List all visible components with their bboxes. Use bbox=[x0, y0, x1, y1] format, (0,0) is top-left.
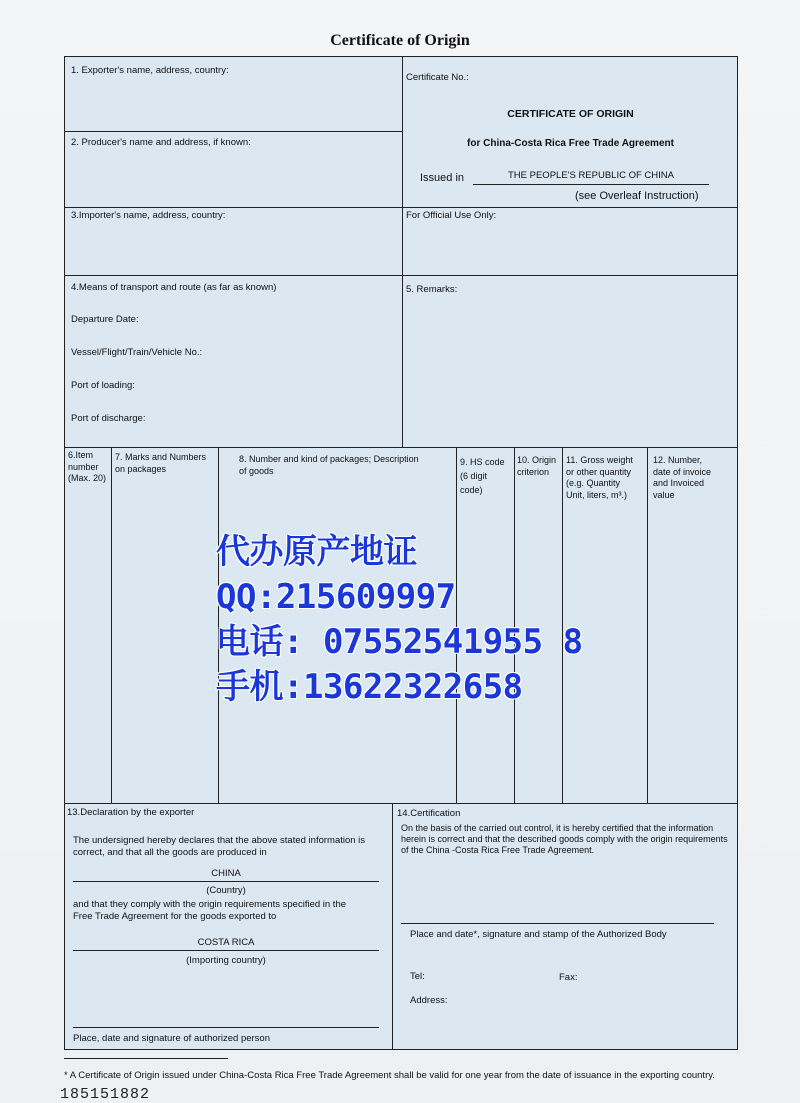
footnote: * A Certificate of Origin issued under China-Costa Rica Free Trade Agreement shall be valid for one year from the date of issuance in the exporting country. bbox=[64, 1070, 715, 1081]
divider-box1 bbox=[65, 131, 402, 132]
declaration-text-1: The undersigned hereby declares that the above stated information is bbox=[73, 835, 366, 846]
discharge-label: Port of discharge: bbox=[71, 413, 146, 424]
tel-label: Tel: bbox=[410, 971, 425, 982]
departure-label: Departure Date: bbox=[71, 314, 139, 325]
overlay-line-3: 电话: 07552541955 8 bbox=[216, 622, 583, 662]
official-use-label: For Official Use Only: bbox=[406, 210, 497, 221]
country-underline bbox=[73, 881, 379, 882]
importer-label: 3.Importer's name, address, country: bbox=[71, 210, 226, 221]
overlay-line-2: QQ:215609997 bbox=[216, 577, 456, 617]
declaration-text-3: and that they comply with the origin requirements specified in the bbox=[73, 899, 347, 910]
divider-box2 bbox=[65, 207, 738, 208]
overlay-line-4: 手机:13622322658 bbox=[216, 667, 523, 707]
divider-table bbox=[65, 803, 738, 804]
col12-header: 12. Number, date of invoice and Invoiced value bbox=[653, 455, 712, 500]
importing-country-label: (Importing country) bbox=[186, 955, 266, 966]
divider-box3 bbox=[65, 275, 738, 276]
overlay-line-1: 代办原产地证 bbox=[216, 532, 417, 572]
contact-overlay bbox=[216, 530, 583, 710]
importing-country-value: COSTA RICA bbox=[197, 937, 255, 948]
cert-no-label: Certificate No.: bbox=[406, 72, 469, 83]
producer-label: 2. Producer's name and address, if known: bbox=[71, 137, 251, 148]
fax-label: Fax: bbox=[559, 972, 578, 983]
issued-in-underline bbox=[473, 184, 709, 185]
remarks-label: 5. Remarks: bbox=[406, 284, 458, 295]
declaration-text-4: Free Trade Agreement for the goods exported to bbox=[73, 911, 277, 922]
importing-underline bbox=[73, 950, 379, 951]
exporter-label: 1. Exporter's name, address, country: bbox=[71, 65, 229, 76]
col7-header: 7. Marks and Numbers on packages bbox=[115, 452, 207, 474]
divider-box4 bbox=[65, 447, 738, 448]
col-divider-6 bbox=[111, 447, 112, 803]
signature-label: Place, date and signature of authorized person bbox=[73, 1033, 270, 1044]
country-value: CHINA bbox=[211, 868, 241, 879]
col10-header: 10. Origin criterion bbox=[517, 455, 557, 477]
issued-in-value: THE PEOPLE'S REPUBLIC OF CHINA bbox=[508, 170, 674, 181]
loading-label: Port of loading: bbox=[71, 380, 135, 391]
footnote-rule bbox=[64, 1058, 228, 1059]
certification-text-3: of the China -Costa Rica Free Trade Agreement. bbox=[401, 845, 595, 855]
cert-heading: CERTIFICATE OF ORIGIN bbox=[507, 108, 634, 120]
place-date-label: Place and date*, signature and stamp of the Authorized Body bbox=[410, 929, 667, 940]
col-divider-11 bbox=[647, 447, 648, 803]
certification-text-1: On the basis of the carried out control, it is hereby certified that the information bbox=[401, 823, 714, 833]
col11-header: 11. Gross weight or other quantity (e.g. Quantity Unit, liters, m³.) bbox=[566, 455, 633, 500]
country-label: (Country) bbox=[206, 885, 246, 896]
col9-header: 9. HS code (6 digit code) bbox=[460, 457, 505, 495]
lower-divider bbox=[392, 803, 393, 1049]
address-label: Address: bbox=[410, 995, 448, 1006]
transport-label: 4.Means of transport and route (as far as known) bbox=[71, 282, 277, 293]
vessel-label: Vessel/Flight/Train/Vehicle No.: bbox=[71, 347, 203, 358]
serial-number: 185151882 bbox=[60, 1086, 151, 1103]
declaration-text-2: correct, and that all the goods are produced in bbox=[73, 847, 267, 858]
issued-in-label: Issued in bbox=[420, 172, 465, 184]
certification-label: 14.Certification bbox=[397, 808, 461, 819]
place-underline bbox=[401, 923, 714, 924]
declaration-label: 13.Declaration by the exporter bbox=[67, 807, 195, 818]
col8-header: 8. Number and kind of packages; Description of goods bbox=[239, 454, 419, 476]
signature-underline bbox=[73, 1027, 379, 1028]
certification-text-2: herein is correct and that the described goods comply with the origin requirements bbox=[401, 834, 728, 844]
col6-header: 6.Item number (Max. 20) bbox=[68, 450, 107, 483]
agreement-title: for China-Costa Rica Free Trade Agreement bbox=[467, 138, 674, 149]
overleaf-note: (see Overleaf Instruction) bbox=[575, 190, 699, 202]
page-title: Certificate of Origin bbox=[330, 32, 470, 49]
